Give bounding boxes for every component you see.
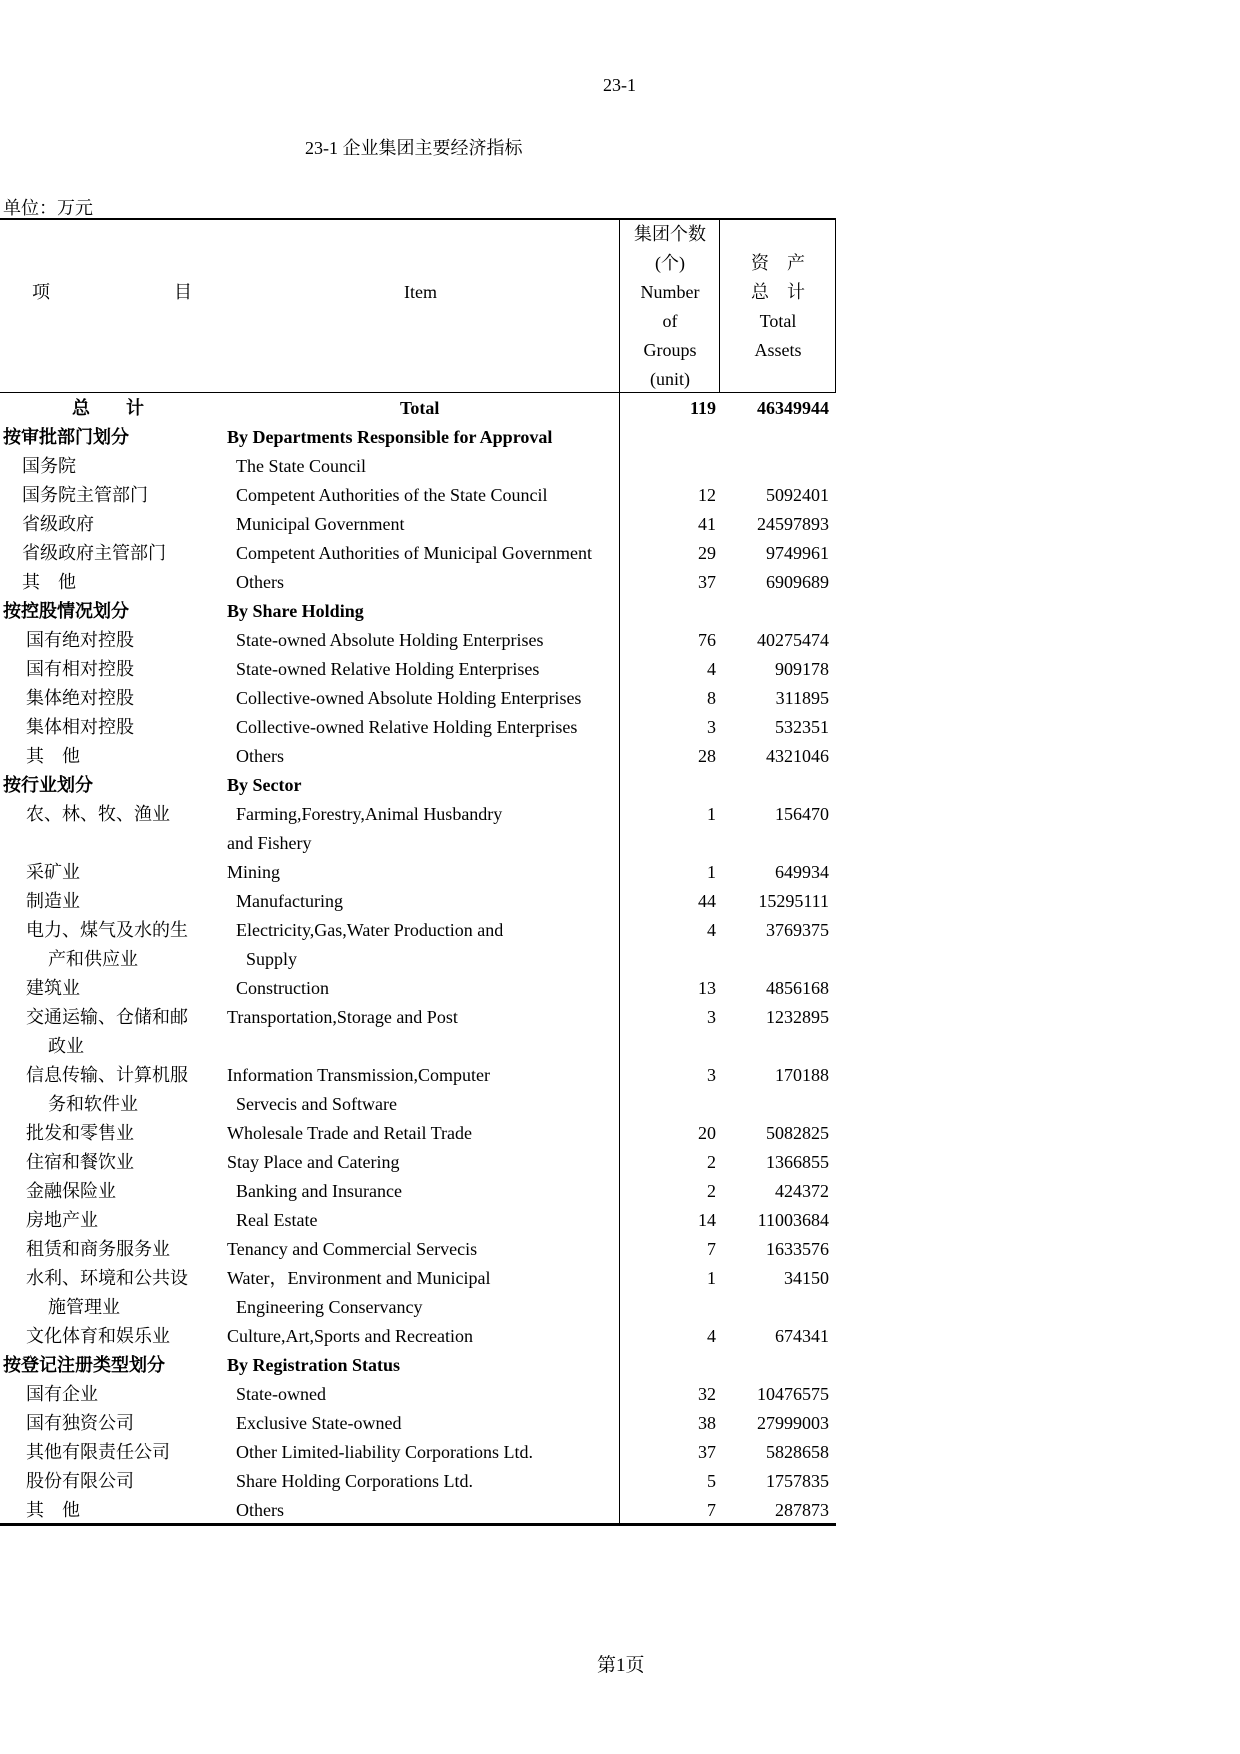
row-label-zh: 农、林、牧、渔业 <box>26 804 170 824</box>
total-assets-value: 6909689 <box>766 572 829 592</box>
table-row <box>0 713 836 742</box>
table-row <box>0 742 836 771</box>
table-row <box>0 1467 836 1496</box>
page-number: 第1页 <box>597 1655 645 1676</box>
groups-count: 2 <box>707 1181 716 1201</box>
row-label-en: Exclusive State-owned <box>236 1413 402 1433</box>
total-assets-value: 1366855 <box>766 1152 829 1172</box>
row-label-en: and Fishery <box>227 833 312 853</box>
row-label-zh: 电力、煤气及水的生 <box>26 920 188 940</box>
row-label-en: State-owned <box>236 1384 326 1404</box>
row-label-zh: 交通运输、仓储和邮 <box>26 1007 188 1027</box>
groups-count: 4 <box>707 659 716 679</box>
row-label-en: Banking and Insurance <box>236 1181 402 1201</box>
row-label-en: State-owned Absolute Holding Enterprises <box>236 630 544 650</box>
row-label-zh: 房地产业 <box>26 1210 98 1230</box>
total-assets-value: 1633576 <box>766 1239 829 1259</box>
row-label-en: Construction <box>236 978 329 998</box>
row-label-en: Mining <box>227 862 281 882</box>
header-line: of <box>662 311 678 331</box>
header-line: 集团个数 <box>634 224 706 244</box>
total-assets-value: 10476575 <box>757 1384 829 1404</box>
row-label-zh: 省级政府 <box>22 514 94 534</box>
table-row <box>0 1148 836 1177</box>
row-label-en: State-owned Relative Holding Enterprises <box>236 659 540 679</box>
table-row <box>0 1003 836 1032</box>
table-row <box>0 539 836 568</box>
row-label-en: Farming,Forestry,Animal Husbandry <box>236 804 503 824</box>
table-row <box>0 945 836 974</box>
groups-count: 1 <box>707 862 716 882</box>
total-assets-value: 46349944 <box>757 398 829 418</box>
section-row <box>0 423 836 452</box>
table-row <box>0 829 836 858</box>
section-row <box>0 771 836 800</box>
total-assets-value: 9749961 <box>766 543 829 563</box>
total-assets-value: 156470 <box>775 804 829 824</box>
groups-count: 12 <box>698 485 716 505</box>
row-label-en: By Departments Responsible for Approval <box>227 427 553 447</box>
total-row <box>0 394 836 423</box>
row-label-en: Tenancy and Commercial Servecis <box>227 1239 478 1259</box>
total-assets-value: 34150 <box>784 1268 829 1288</box>
section-row <box>0 597 836 626</box>
groups-count: 32 <box>698 1384 716 1404</box>
groups-count: 3 <box>707 717 716 737</box>
table-row <box>0 858 836 887</box>
groups-count: 20 <box>698 1123 716 1143</box>
groups-count: 29 <box>698 543 716 563</box>
total-assets-value: 5092401 <box>766 485 829 505</box>
table-row <box>0 1264 836 1293</box>
row-label-en: Total <box>400 398 440 418</box>
table-row <box>0 568 836 597</box>
groups-count: 44 <box>698 891 716 911</box>
row-label-en: By Share Holding <box>227 601 364 621</box>
header-line: (个) <box>655 253 685 273</box>
row-label-zh: 国有绝对控股 <box>26 630 134 650</box>
row-label-en: By Registration Status <box>227 1355 401 1375</box>
groups-count: 38 <box>698 1413 716 1433</box>
row-label-en: Others <box>236 1500 284 1520</box>
table-row <box>0 1496 836 1525</box>
row-label-en: Competent Authorities of Municipal Government <box>236 543 592 563</box>
row-label-zh: 住宿和餐饮业 <box>26 1152 134 1172</box>
table-row <box>0 800 836 829</box>
row-label-en: Stay Place and Catering <box>227 1152 400 1172</box>
total-assets-value: 4321046 <box>766 746 829 766</box>
groups-count: 1 <box>707 804 716 824</box>
row-label-zh: 建筑业 <box>26 978 80 998</box>
total-assets-value: 532351 <box>775 717 829 737</box>
groups-count: 37 <box>698 1442 716 1462</box>
table-row <box>0 452 836 481</box>
row-label-en: Competent Authorities of the State Council <box>236 485 548 505</box>
row-label-zh: 国务院主管部门 <box>22 485 148 505</box>
row-label-zh: 产和供应业 <box>48 949 138 969</box>
row-label-zh: 按控股情况划分 <box>3 601 129 621</box>
row-label-en: Manufacturing <box>236 891 343 911</box>
total-assets-value: 5828658 <box>766 1442 829 1462</box>
row-label-en: Wholesale Trade and Retail Trade <box>227 1123 472 1143</box>
table-row <box>0 481 836 510</box>
row-label-zh: 其他有限责任公司 <box>26 1442 170 1462</box>
row-label-en: By Sector <box>227 775 302 795</box>
row-label-en: Water，Environment and Municipal <box>227 1268 491 1288</box>
row-label-zh: 按登记注册类型划分 <box>3 1355 165 1375</box>
table-row <box>0 655 836 684</box>
row-label-zh: 其 他 <box>26 1500 80 1520</box>
row-label-zh: 制造业 <box>26 891 80 911</box>
total-assets-value: 27999003 <box>757 1413 829 1433</box>
header-line: Groups <box>643 340 697 360</box>
row-label-zh: 其 他 <box>26 746 80 766</box>
total-assets-value: 674341 <box>775 1326 829 1346</box>
total-assets-value: 15295111 <box>758 891 829 911</box>
row-label-en: Municipal Government <box>236 514 405 534</box>
row-label-zh: 国有企业 <box>26 1384 98 1404</box>
groups-count: 2 <box>707 1152 716 1172</box>
row-label-zh: 按审批部门划分 <box>3 427 129 447</box>
groups-count: 76 <box>698 630 716 650</box>
row-label-zh: 集体绝对控股 <box>26 688 134 708</box>
table-row <box>0 510 836 539</box>
row-label-zh: 租赁和商务服务业 <box>26 1239 170 1259</box>
row-label-zh: 务和软件业 <box>48 1094 138 1114</box>
header-line: Assets <box>754 340 802 360</box>
row-label-zh: 按行业划分 <box>3 775 93 795</box>
row-label-zh: 采矿业 <box>26 862 80 882</box>
table-row <box>0 1032 836 1061</box>
table-row <box>0 887 836 916</box>
total-assets-value: 24597893 <box>757 514 829 534</box>
groups-count: 41 <box>698 514 716 534</box>
total-assets-value: 4856168 <box>766 978 829 998</box>
unit-label: 单位：万元 <box>3 198 93 218</box>
table-row <box>0 1090 836 1119</box>
table-row <box>0 1177 836 1206</box>
groups-count: 119 <box>689 398 716 418</box>
header-line: Total <box>759 311 797 331</box>
table-row <box>0 1061 836 1090</box>
table-row <box>0 1322 836 1351</box>
row-label-en: Real Estate <box>236 1210 318 1230</box>
row-label-en: The State Council <box>236 456 366 476</box>
header-line: (unit) <box>650 369 690 389</box>
table-code: 23-1 <box>603 75 636 95</box>
header-line: Number <box>640 282 700 302</box>
table-row <box>0 1409 836 1438</box>
row-label-en: Information Transmission,Computer <box>227 1065 491 1085</box>
table-row <box>0 684 836 713</box>
table-row <box>0 1293 836 1322</box>
groups-count: 8 <box>707 688 716 708</box>
row-label-zh: 股份有限公司 <box>26 1471 134 1491</box>
row-label-zh: 金融保险业 <box>26 1181 116 1201</box>
total-assets-value: 3769375 <box>766 920 829 940</box>
table-row <box>0 1438 836 1467</box>
table-row <box>0 916 836 945</box>
total-assets-value: 649934 <box>775 862 829 882</box>
row-label-en: Other Limited-liability Corporations Ltd. <box>236 1442 533 1462</box>
row-label-en: Supply <box>246 949 298 969</box>
row-label-en: Others <box>236 746 284 766</box>
row-label-zh: 国有独资公司 <box>26 1413 134 1433</box>
groups-count: 3 <box>707 1065 716 1085</box>
row-label-en: Transportation,Storage and Post <box>227 1007 458 1027</box>
row-label-zh: 政业 <box>48 1036 84 1056</box>
row-label-zh: 其 他 <box>22 572 76 592</box>
total-assets-value: 424372 <box>775 1181 829 1201</box>
groups-count: 4 <box>707 1326 716 1346</box>
groups-count: 13 <box>698 978 716 998</box>
row-label-en: Collective-owned Relative Holding Enterprises <box>236 717 578 737</box>
total-assets-value: 909178 <box>775 659 829 679</box>
row-label-zh: 文化体育和娱乐业 <box>26 1326 170 1346</box>
header-line: 资 产 <box>751 253 805 273</box>
row-label-zh: 施管理业 <box>48 1297 120 1317</box>
row-label-en: Engineering Conservancy <box>236 1297 423 1317</box>
header-line: 总 计 <box>751 282 805 302</box>
row-label-zh: 国有相对控股 <box>26 659 134 679</box>
total-assets-value: 5082825 <box>766 1123 829 1143</box>
groups-count: 7 <box>707 1239 716 1259</box>
row-label-zh: 国务院 <box>22 456 76 476</box>
total-assets-value: 311895 <box>775 688 829 708</box>
table-row <box>0 1206 836 1235</box>
table-row <box>0 626 836 655</box>
row-label-zh: 水利、环境和公共设 <box>26 1268 188 1288</box>
page-title: 23-1 企业集团主要经济指标 <box>305 138 523 158</box>
row-label-en: Servecis and Software <box>236 1094 397 1114</box>
groups-count: 28 <box>698 746 716 766</box>
row-label-zh: 总 计 <box>72 398 144 418</box>
total-assets-value: 40275474 <box>757 630 829 650</box>
header-item-zh-2: 目 <box>174 282 192 302</box>
row-label-zh: 信息传输、计算机服 <box>26 1065 188 1085</box>
table-row <box>0 974 836 1003</box>
total-assets-value: 11003684 <box>757 1210 829 1230</box>
total-assets-value: 287873 <box>775 1500 829 1520</box>
total-assets-value: 1757835 <box>766 1471 829 1491</box>
row-label-en: Others <box>236 572 284 592</box>
header-total-assets <box>720 249 836 365</box>
groups-count: 7 <box>707 1500 716 1520</box>
section-row <box>0 1351 836 1380</box>
header-item-en: Item <box>404 282 437 302</box>
table-row <box>0 1235 836 1264</box>
groups-count: 37 <box>698 572 716 592</box>
total-assets-value: 1232895 <box>766 1007 829 1027</box>
table-row <box>0 1119 836 1148</box>
row-label-zh: 批发和零售业 <box>26 1123 134 1143</box>
groups-count: 3 <box>707 1007 716 1027</box>
groups-count: 4 <box>707 920 716 940</box>
table-row <box>0 1380 836 1409</box>
row-label-en: Electricity,Gas,Water Production and <box>236 920 504 940</box>
groups-count: 1 <box>707 1268 716 1288</box>
groups-count: 5 <box>707 1471 716 1491</box>
row-label-en: Share Holding Corporations Ltd. <box>236 1471 473 1491</box>
header-number-of-groups <box>620 220 720 394</box>
row-label-zh: 省级政府主管部门 <box>22 543 166 563</box>
header-item-zh-1: 项 <box>32 282 50 302</box>
row-label-zh: 集体相对控股 <box>26 717 134 737</box>
row-label-en: Collective-owned Absolute Holding Enterprises <box>236 688 582 708</box>
total-assets-value: 170188 <box>775 1065 829 1085</box>
row-label-en: Culture,Art,Sports and Recreation <box>227 1326 473 1346</box>
groups-count: 14 <box>698 1210 716 1230</box>
